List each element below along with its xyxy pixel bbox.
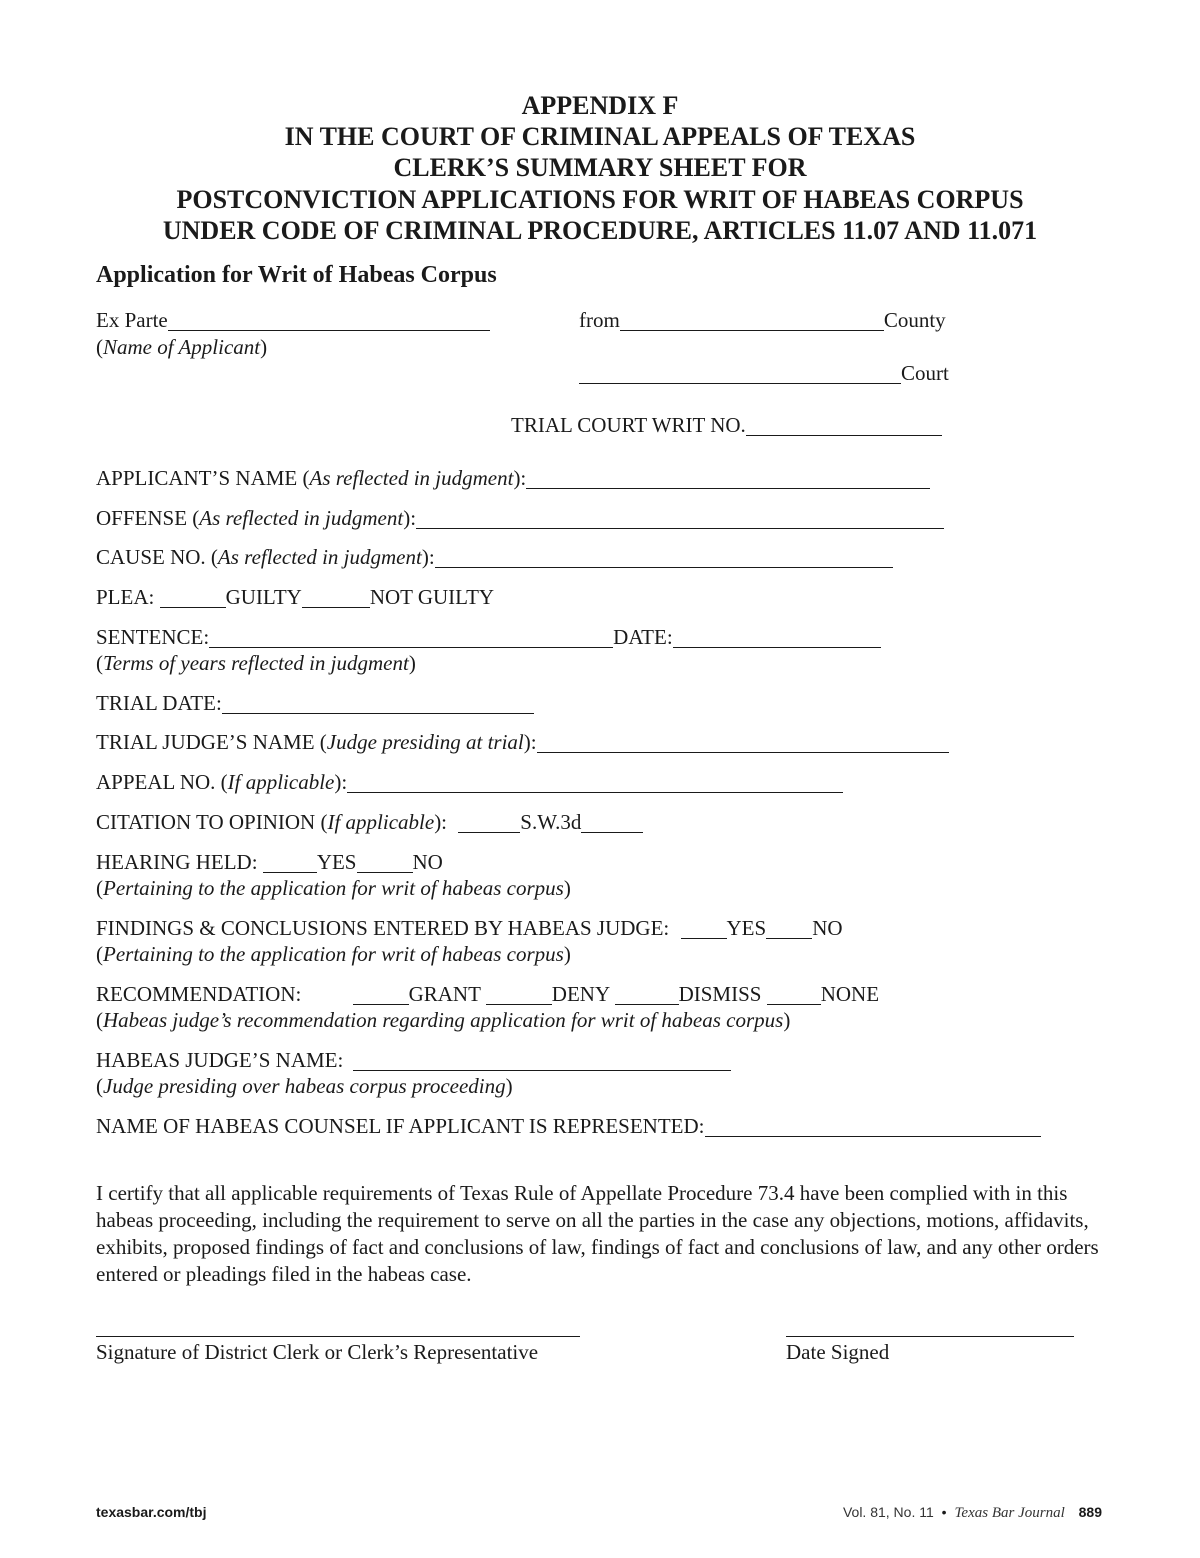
name-of-applicant-note (96, 335, 267, 359)
footer-page-number: 889 (1078, 1504, 1102, 1520)
county-label: County (883, 308, 946, 332)
grant-label: GRANT (408, 982, 481, 1006)
from-label: from (579, 308, 620, 332)
paren-open: ( (96, 335, 103, 359)
plea-guilty-field[interactable] (160, 587, 226, 608)
ex-parte-row (96, 308, 490, 332)
footer-journal: Texas Bar Journal (954, 1505, 1065, 1521)
trial-judge-note: Judge presiding at trial (326, 730, 524, 754)
hearing-no-label: NO (412, 850, 443, 874)
appeal-no-field[interactable] (347, 772, 843, 793)
not-guilty-label: NOT GUILTY (369, 585, 495, 609)
dismiss-label: DISMISS (678, 982, 762, 1006)
paren-open: ( (96, 1074, 103, 1098)
none-label: NONE (820, 982, 880, 1006)
recommendation-note-text: Habeas judge’s recommendation regarding application for writ of habeas corpus (103, 1008, 784, 1032)
clerk-signature-label: Signature of District Clerk or Clerk’s Representative (96, 1340, 539, 1364)
cause-no-note: As reflected in judgment (217, 545, 422, 569)
court-field[interactable] (579, 363, 901, 384)
trial-judge-end: ): (523, 730, 537, 754)
trial-judge-row (96, 730, 949, 754)
trial-date-field[interactable] (222, 693, 534, 714)
offense-row (96, 506, 944, 530)
paren-close: ) (783, 1008, 791, 1032)
sentence-note-text: Terms of years reflected in judgment (103, 651, 409, 675)
footer-bullet: • (941, 1504, 947, 1520)
footer-volume: Vol. 81, No. 11 (842, 1504, 934, 1520)
offense-label: OFFENSE ( (96, 506, 200, 530)
habeas-judge-label: HABEAS JUDGE’S NAME: (96, 1048, 344, 1072)
citation-label: CITATION TO OPINION ( (96, 810, 328, 834)
counsel-row (96, 1114, 1041, 1138)
paren-open: ( (96, 1008, 103, 1032)
summary-sheet-title: CLERK’S SUMMARY SHEET FOR (393, 153, 807, 182)
findings-no-field[interactable] (766, 918, 812, 939)
trial-court-writ-label: TRIAL COURT WRIT NO. (511, 413, 746, 437)
findings-note (96, 942, 571, 966)
findings-label: FINDINGS & CONCLUSIONS ENTERED BY HABEAS JUDGE: (96, 916, 670, 940)
offense-note: As reflected in judgment (199, 506, 404, 530)
applicants-name-end: ): (513, 466, 527, 490)
date-signed-line[interactable] (786, 1336, 1074, 1337)
ex-parte-label: Ex Parte (96, 308, 168, 332)
sentence-note (96, 651, 416, 675)
date-field[interactable] (673, 627, 881, 648)
trial-date-label: TRIAL DATE: (96, 691, 222, 715)
paren-open: ( (96, 876, 103, 900)
hearing-no-field[interactable] (357, 852, 413, 873)
citation-end: ): (434, 810, 448, 834)
date-label: DATE: (613, 625, 673, 649)
appeal-no-row (96, 770, 843, 794)
ex-parte-field[interactable] (168, 310, 490, 331)
cause-no-field[interactable] (435, 547, 893, 568)
hearing-held-row (96, 850, 443, 874)
paren-close: ) (408, 651, 416, 675)
recommendation-row (96, 982, 879, 1006)
hearing-held-label: HEARING HELD: (96, 850, 258, 874)
paren-close: ) (505, 1074, 513, 1098)
paren-close: ) (563, 876, 571, 900)
citation-page-field[interactable] (581, 812, 643, 833)
sw3d-label: S.W.3d (520, 810, 582, 834)
counsel-label: NAME OF HABEAS COUNSEL IF APPLICANT IS REPRESENTED: (96, 1114, 705, 1138)
findings-row (96, 916, 843, 940)
trial-date-row (96, 691, 534, 715)
certification-text: I certify that all applicable requirements of Texas Rule of Appellate Procedure 73.4 have been complied with in this habeas proceeding, including the requirement to serve on all the parties in the case any objections, motions, affidavits, exhibits, proposed findings of fact and conclusions of law, findings of fact and conclusions of law, and any other orders entered or pleadings filed in the habeas case. (96, 1181, 1099, 1286)
footer-website: texasbar.com/tbj (96, 1504, 207, 1520)
court-row (579, 361, 949, 385)
appeal-no-end: ): (334, 770, 348, 794)
findings-no-label: NO (812, 916, 843, 940)
court-title: IN THE COURT OF CRIMINAL APPEALS OF TEXAS (284, 122, 916, 151)
trial-court-writ-row (511, 413, 942, 437)
applicants-name-field[interactable] (526, 468, 930, 489)
paren-open: ( (96, 942, 103, 966)
cause-no-row (96, 545, 893, 569)
applicants-name-label: APPLICANT’S NAME ( (96, 466, 310, 490)
date-signed-label: Date Signed (786, 1340, 890, 1364)
trial-judge-label: TRIAL JUDGE’S NAME ( (96, 730, 327, 754)
cause-no-end: ): (421, 545, 435, 569)
recommendation-note (96, 1008, 790, 1032)
paren-close: ) (563, 942, 571, 966)
counsel-field[interactable] (705, 1116, 1041, 1137)
habeas-judge-row (96, 1048, 731, 1072)
name-of-applicant-text: Name of Applicant (103, 335, 261, 359)
offense-end: ): (403, 506, 417, 530)
findings-yes-label: YES (726, 916, 767, 940)
paren-open: ( (96, 651, 103, 675)
appeal-no-note: If applicable (227, 770, 335, 794)
plea-row (96, 585, 494, 609)
none-field[interactable] (767, 984, 821, 1005)
offense-field[interactable] (416, 508, 944, 529)
paren-close: ) (260, 335, 268, 359)
habeas-judge-field[interactable] (353, 1050, 731, 1071)
dismiss-field[interactable] (615, 984, 679, 1005)
hearing-note (96, 876, 571, 900)
findings-yes-field[interactable] (681, 918, 727, 939)
trial-judge-field[interactable] (537, 732, 949, 753)
clerk-signature-line[interactable] (96, 1336, 580, 1337)
sentence-label: SENTENCE: (96, 625, 210, 649)
recommendation-label: RECOMMENDATION: (96, 982, 302, 1006)
applicants-name-row (96, 466, 930, 490)
findings-note-text: Pertaining to the application for writ of habeas corpus (103, 942, 564, 966)
hearing-yes-field[interactable] (263, 852, 317, 873)
sentence-row (96, 625, 881, 649)
hearing-note-text: Pertaining to the application for writ of habeas corpus (103, 876, 564, 900)
applications-title: POSTCONVICTION APPLICATIONS FOR WRIT OF HABEAS CORPUS (176, 185, 1024, 214)
applicants-name-note: As reflected in judgment (309, 466, 514, 490)
appeal-no-label: APPEAL NO. ( (96, 770, 228, 794)
citation-note: If applicable (327, 810, 435, 834)
plea-label: PLEA: (96, 585, 155, 609)
hearing-yes-label: YES (316, 850, 357, 874)
code-title: UNDER CODE OF CRIMINAL PROCEDURE, ARTICLES 11.07 AND 11.071 (162, 216, 1038, 245)
grant-field[interactable] (353, 984, 409, 1005)
deny-label: DENY (551, 982, 610, 1006)
county-field[interactable] (620, 310, 884, 331)
footer-citation (843, 1504, 1102, 1522)
citation-row (96, 810, 643, 834)
trial-court-writ-field[interactable] (746, 415, 942, 436)
sentence-field[interactable] (209, 627, 613, 648)
deny-field[interactable] (486, 984, 552, 1005)
citation-volume-field[interactable] (458, 812, 520, 833)
appendix-title: APPENDIX F (521, 91, 679, 120)
county-row (579, 308, 946, 332)
habeas-judge-note-text: Judge presiding over habeas corpus proceeding (103, 1074, 506, 1098)
guilty-label: GUILTY (225, 585, 302, 609)
cause-no-label: CAUSE NO. ( (96, 545, 218, 569)
court-label: Court (901, 361, 949, 385)
habeas-judge-note (96, 1074, 513, 1098)
section-subtitle: Application for Writ of Habeas Corpus (96, 262, 497, 288)
plea-not-guilty-field[interactable] (302, 587, 370, 608)
